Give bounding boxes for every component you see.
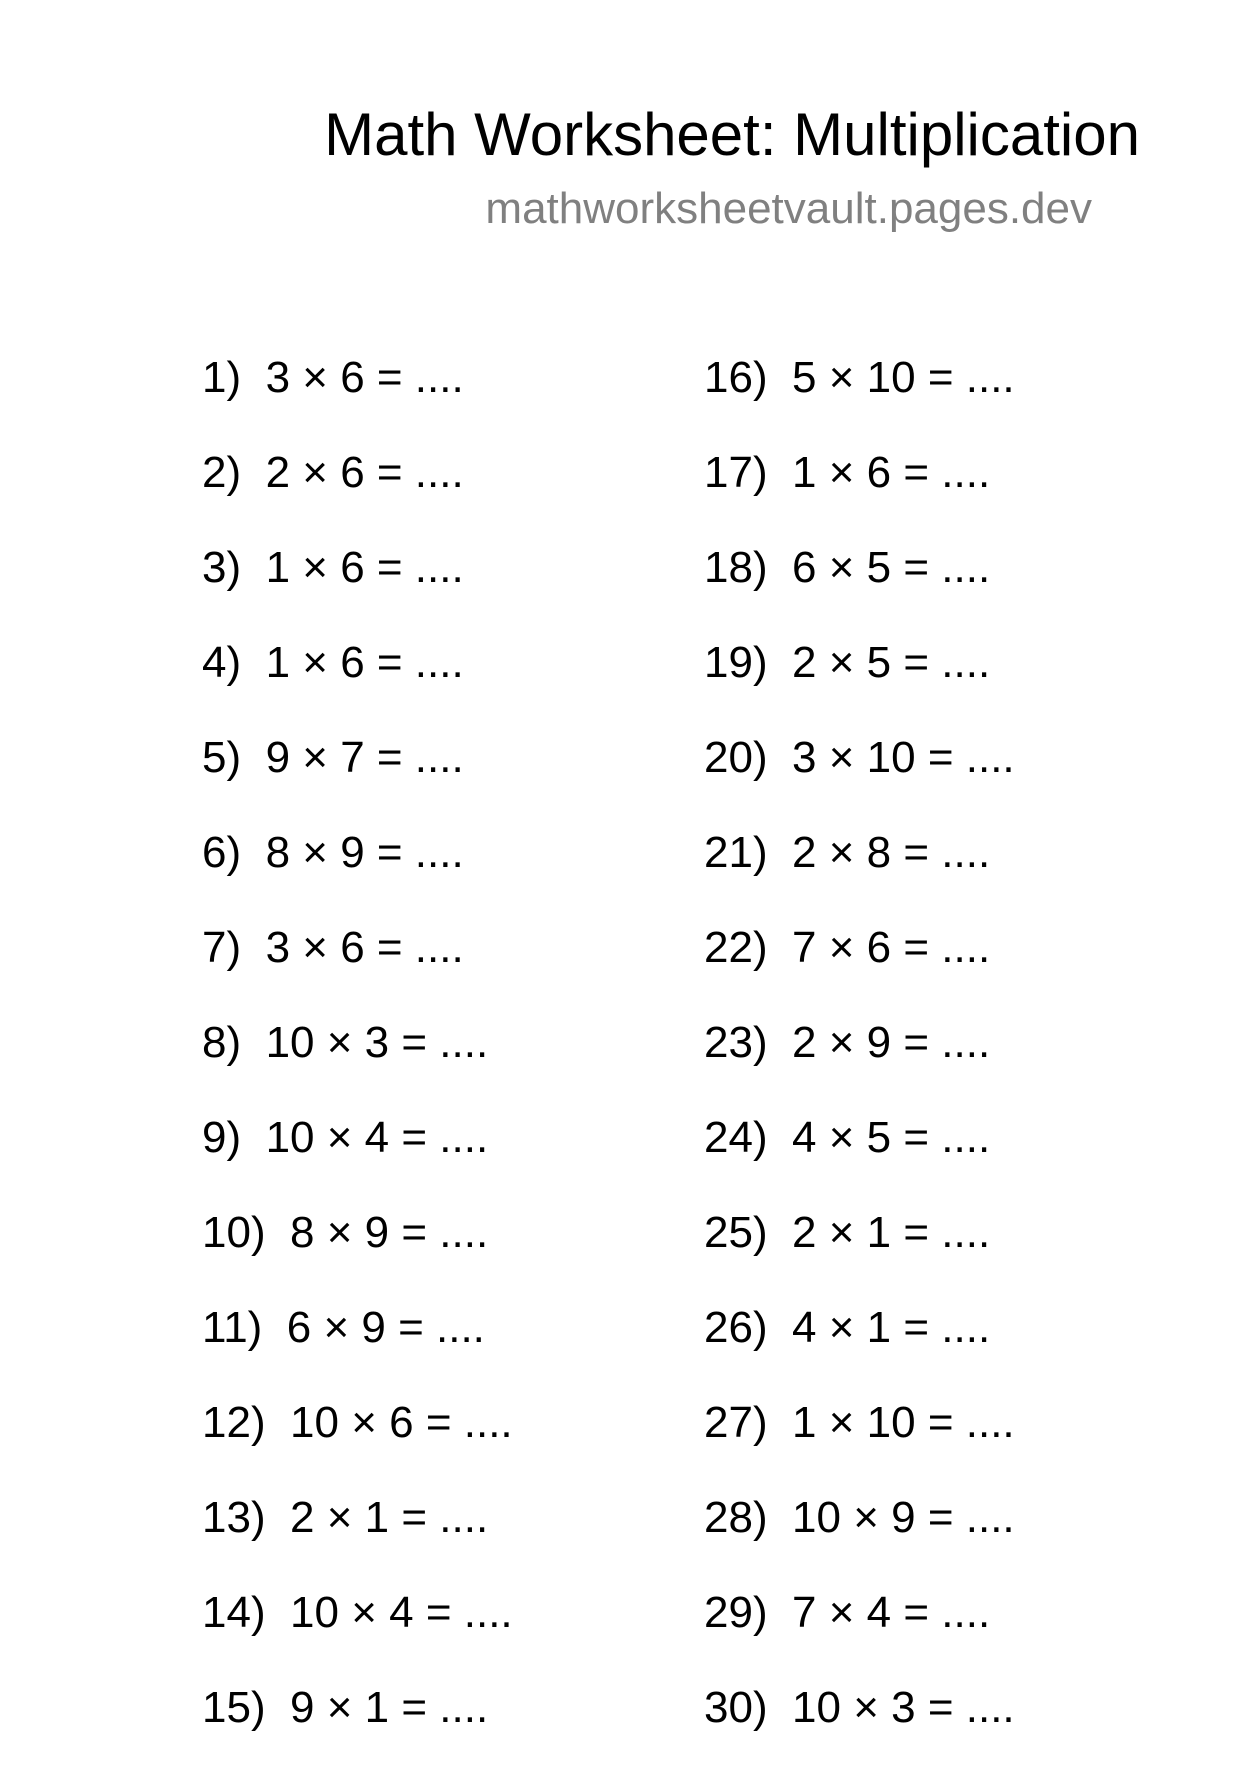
problem-number: 3) (202, 543, 242, 592)
problem-number: 13) (202, 1493, 266, 1542)
problem-item (202, 1397, 513, 1492)
problem-column-right (704, 352, 1015, 1777)
problem-expression: 2 × 1 = .... (290, 1493, 489, 1542)
problem-item (202, 352, 513, 447)
problem-expression: 7 × 6 = .... (792, 923, 991, 972)
problem-expression: 4 × 5 = .... (792, 1113, 991, 1162)
problem-number: 4) (202, 638, 242, 687)
problem-item (704, 827, 1015, 922)
problem-expression: 8 × 9 = .... (265, 828, 464, 877)
problem-number: 27) (704, 1398, 768, 1447)
problem-number: 17) (704, 448, 768, 497)
problem-expression: 9 × 7 = .... (265, 733, 464, 782)
problem-number: 12) (202, 1398, 266, 1447)
problem-number: 19) (704, 638, 768, 687)
problem-expression: 2 × 1 = .... (792, 1208, 991, 1257)
problem-item (202, 1682, 513, 1777)
problem-item (202, 1302, 513, 1397)
problem-number: 7) (202, 923, 242, 972)
worksheet-title: Math Worksheet: Multiplication (324, 101, 1140, 168)
problem-item (202, 827, 513, 922)
problem-item (202, 447, 513, 542)
problem-item (202, 732, 513, 827)
problem-expression: 10 × 6 = .... (290, 1398, 513, 1447)
problem-number: 11) (202, 1303, 263, 1352)
problem-expression: 1 × 10 = .... (792, 1398, 1015, 1447)
problem-item (202, 922, 513, 1017)
problem-expression: 8 × 9 = .... (290, 1208, 489, 1257)
problem-number: 10) (202, 1208, 266, 1257)
problem-expression: 2 × 9 = .... (792, 1018, 991, 1067)
problem-expression: 10 × 4 = .... (265, 1113, 489, 1162)
problem-expression: 10 × 3 = .... (792, 1683, 1015, 1732)
problem-number: 24) (704, 1113, 768, 1162)
problem-expression: 7 × 4 = .... (792, 1588, 991, 1637)
problem-number: 21) (704, 828, 768, 877)
problem-item (704, 1682, 1015, 1777)
problem-number: 26) (704, 1303, 768, 1352)
problem-number: 9) (202, 1113, 242, 1162)
worksheet-source: mathworksheetvault.pages.dev (485, 184, 1092, 233)
problem-number: 8) (202, 1018, 242, 1067)
problem-number: 30) (704, 1683, 768, 1732)
problem-item (202, 1112, 513, 1207)
problem-number: 16) (704, 353, 768, 402)
problem-expression: 6 × 9 = .... (286, 1303, 485, 1352)
problem-expression: 9 × 1 = .... (290, 1683, 489, 1732)
problem-item (202, 1207, 513, 1302)
problem-expression: 3 × 6 = .... (265, 923, 464, 972)
problem-item (704, 542, 1015, 637)
problem-expression: 1 × 6 = .... (792, 448, 991, 497)
problem-item (704, 1587, 1015, 1682)
problem-item (704, 447, 1015, 542)
problem-number: 2) (202, 448, 242, 497)
problem-number: 15) (202, 1683, 266, 1732)
problem-item (704, 732, 1015, 827)
problem-item (202, 1017, 513, 1112)
problem-expression: 4 × 1 = .... (792, 1303, 991, 1352)
problem-item (704, 1112, 1015, 1207)
problem-item (202, 1587, 513, 1682)
problem-number: 22) (704, 923, 768, 972)
problem-item (202, 542, 513, 637)
problem-number: 18) (704, 543, 768, 592)
problem-number: 20) (704, 733, 768, 782)
problem-item (704, 637, 1015, 732)
problem-number: 28) (704, 1493, 768, 1542)
problem-number: 6) (202, 828, 242, 877)
problem-expression: 10 × 9 = .... (792, 1493, 1015, 1542)
problem-item (704, 352, 1015, 447)
problem-number: 25) (704, 1208, 768, 1257)
problem-expression: 3 × 10 = .... (792, 733, 1015, 782)
problem-expression: 2 × 5 = .... (792, 638, 991, 687)
problem-expression: 1 × 6 = .... (265, 638, 464, 687)
problem-item (704, 1302, 1015, 1397)
problem-expression: 1 × 6 = .... (265, 543, 464, 592)
problem-number: 1) (202, 353, 242, 402)
problem-expression: 2 × 6 = .... (265, 448, 464, 497)
problem-item (202, 1492, 513, 1587)
problem-expression: 5 × 10 = .... (792, 353, 1015, 402)
problem-item (704, 1492, 1015, 1587)
problem-expression: 3 × 6 = .... (265, 353, 464, 402)
problem-item (704, 922, 1015, 1017)
problem-item (704, 1017, 1015, 1112)
problem-number: 23) (704, 1018, 768, 1067)
problem-expression: 6 × 5 = .... (792, 543, 991, 592)
problem-number: 14) (202, 1588, 266, 1637)
problem-number: 29) (704, 1588, 768, 1637)
problem-expression: 2 × 8 = .... (792, 828, 991, 877)
problem-expression: 10 × 4 = .... (290, 1588, 513, 1637)
problem-item (704, 1207, 1015, 1302)
problem-expression: 10 × 3 = .... (265, 1018, 489, 1067)
problem-column-left (202, 352, 513, 1777)
problem-item (202, 637, 513, 732)
problem-item (704, 1397, 1015, 1492)
problem-number: 5) (202, 733, 242, 782)
